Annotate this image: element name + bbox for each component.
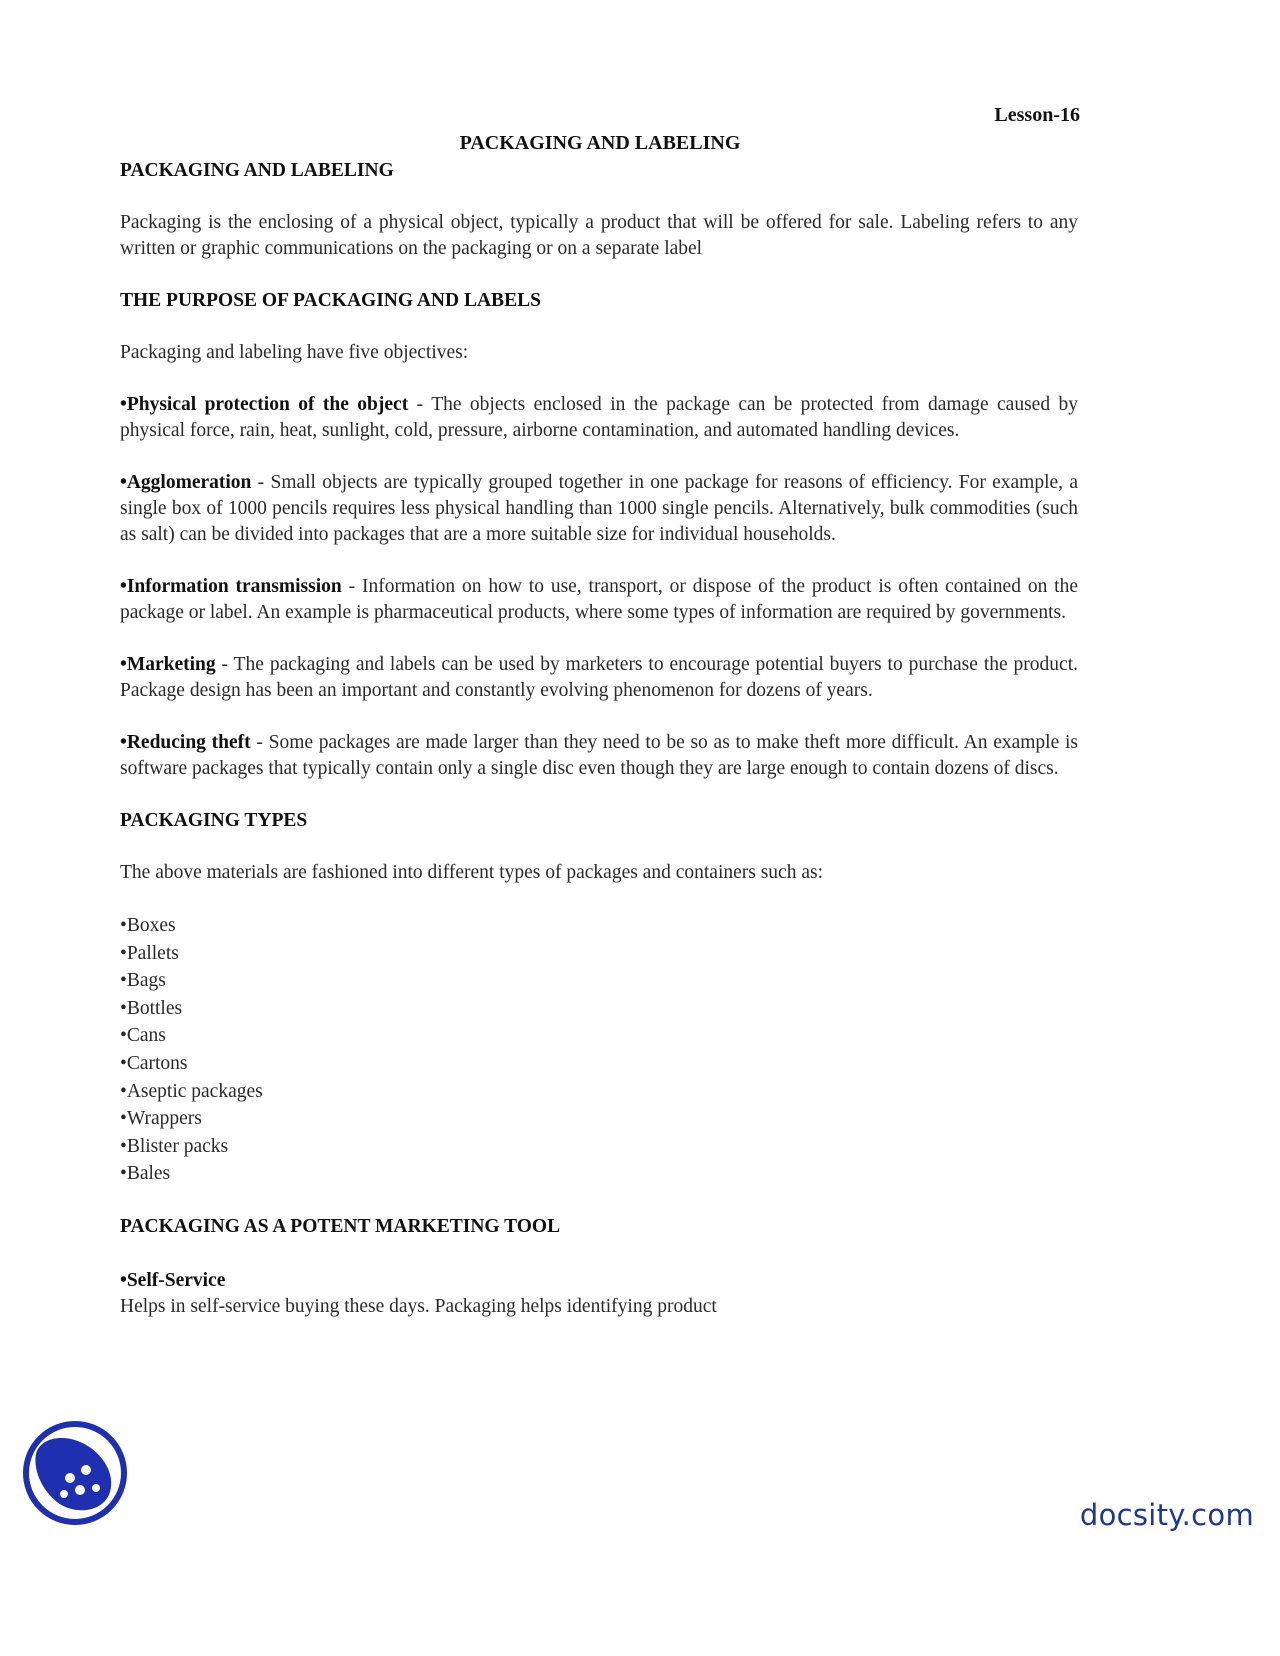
- purpose-lead: Packaging and labeling have five objectives:: [120, 342, 469, 363]
- objective-title: •Marketing: [120, 654, 216, 675]
- objective-item: [120, 730, 1078, 782]
- list-item: •Bottles: [120, 997, 183, 1019]
- docsity-logo-icon: [22, 1420, 128, 1526]
- objective-item: [120, 652, 1078, 704]
- objective-text: - Information on how to use, transport, or dispose of the product is often contained on the package or label. An example is pharmaceutical products, where some types of information are required by governments.: [120, 576, 1079, 623]
- packaging-types-list: [120, 912, 1078, 1188]
- self-service-heading: •Self-Service: [120, 1269, 226, 1291]
- objective-text: - Small objects are typically grouped together in one package for reasons of efficiency. For example, a single box of 1000 pencils requires less physical handling than 1000 single pencils. Alternatively, bulk commodities (such as salt) can be divided into packages that are a more suitable size for individual households.: [120, 472, 1078, 545]
- intro-paragraph: Packaging is the enclosing of a physical object, typically a product that will be offered for sale. Labeling refers to any written or graphic communications on the packaging or on a separate label: [120, 212, 1078, 259]
- objective-text: - Some packages are made larger than they need to be so as to make theft more difficult. An example is software packages that typically contain only a single disc even though they are large enough to contain dozens of discs.: [120, 732, 1078, 779]
- brand-wordmark[interactable]: docsity.com: [1079, 1498, 1254, 1532]
- page-title: PACKAGING AND LABELING: [459, 132, 741, 154]
- objective-title: •Information transmission: [120, 576, 342, 597]
- intro-heading: PACKAGING AND LABELING: [120, 160, 394, 181]
- objective-item: [120, 392, 1078, 444]
- list-item: •Pallets: [120, 942, 179, 964]
- self-service-text: Helps in self-service buying these days. Packaging helps identifying product: [120, 1295, 717, 1317]
- list-item: •Bags: [120, 970, 166, 992]
- marketing-heading: PACKAGING AS A POTENT MARKETING TOOL: [120, 1215, 561, 1237]
- document-body: [120, 158, 1078, 1320]
- types-lead: The above materials are fashioned into different types of packages and containers such as:: [120, 862, 823, 883]
- list-item: •Boxes: [120, 915, 176, 936]
- lesson-label: Lesson-16: [994, 104, 1080, 126]
- list-item: •Wrappers: [120, 1108, 202, 1130]
- list-item: •Cans: [120, 1025, 166, 1047]
- objective-item: [120, 470, 1078, 548]
- objective-item: [120, 574, 1078, 626]
- types-heading: PACKAGING TYPES: [120, 810, 308, 831]
- objective-title: •Agglomeration: [120, 472, 252, 493]
- objective-text: - The packaging and labels can be used by marketers to encourage potential buyers to purchase the product. Package design has been an important and constantly evolving phenomenon for dozens of years.: [120, 654, 1078, 701]
- objective-title: •Reducing theft: [120, 732, 251, 753]
- list-item: •Blister packs: [120, 1135, 229, 1157]
- list-item: •Aseptic packages: [120, 1080, 263, 1102]
- list-item: •Bales: [120, 1163, 171, 1185]
- objective-text: - The objects enclosed in the package can be protected from damage caused by physical force, rain, heat, sunlight, cold, pressure, airborne contamination, and automated handling devices.: [120, 394, 1079, 441]
- list-item: •Cartons: [120, 1052, 188, 1074]
- purpose-heading: THE PURPOSE OF PACKAGING AND LABELS: [120, 290, 541, 311]
- objective-title: •Physical protection of the object: [120, 394, 409, 415]
